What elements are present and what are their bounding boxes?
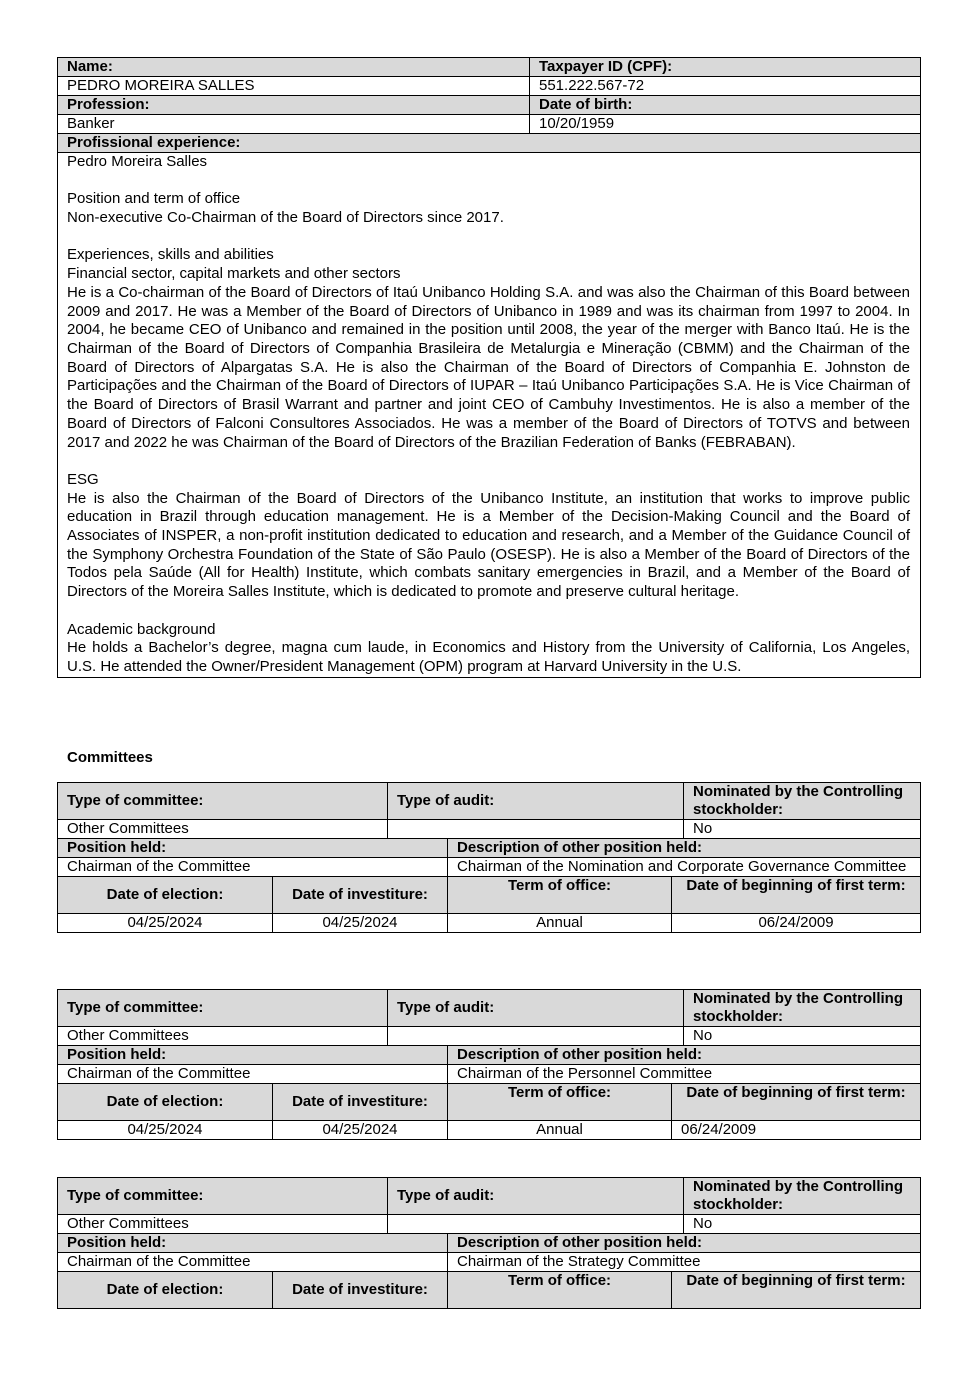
- cpf-label: Taxpayer ID (CPF):: [530, 58, 921, 77]
- term-label: Term of office:: [448, 1272, 672, 1309]
- term-label: Term of office:: [448, 877, 672, 914]
- election-date: 04/25/2024: [58, 1121, 273, 1140]
- cpf-value: 551.222.567-72: [530, 77, 921, 96]
- type-committee-label: Type of committee:: [58, 783, 388, 820]
- type-audit-label: Type of audit:: [388, 783, 684, 820]
- description-value: Chairman of the Personnel Committee: [448, 1065, 921, 1084]
- election-date: 04/25/2024: [58, 914, 273, 933]
- experience-body: [58, 153, 921, 678]
- academic-heading: Academic background: [67, 620, 216, 638]
- dob-label: Date of birth:: [530, 96, 921, 115]
- investiture-date: 04/25/2024: [273, 914, 448, 933]
- position-value: Chairman of the Committee: [58, 1065, 448, 1084]
- term-value: Annual: [448, 1121, 672, 1140]
- committee-table: [57, 1177, 921, 1309]
- esg-heading: ESG: [67, 470, 99, 488]
- academic-text: He holds a Bachelor’s degree, magna cum laude, in Economics and History from the University of California, Los Angeles, U.S. He attended the Owner/President Management (OPM) program at Harvard University in the U.S.: [67, 639, 910, 675]
- profession-value: Banker: [58, 115, 530, 134]
- skills-subheading: Financial sector, capital markets and other sectors: [67, 265, 401, 283]
- type-audit-label: Type of audit:: [388, 990, 684, 1027]
- dob-value: 10/20/1959: [530, 115, 921, 134]
- investiture-label: Date of investiture:: [273, 1272, 448, 1309]
- first-term-label: Date of beginning of first term:: [672, 1084, 921, 1121]
- committee-table: [57, 782, 921, 933]
- name-label: Name:: [58, 58, 530, 77]
- first-term-date: 06/24/2009: [672, 1121, 921, 1140]
- term-value: Annual: [448, 914, 672, 933]
- nominated-value: No: [684, 1027, 921, 1046]
- profile-table: [57, 57, 921, 678]
- description-value: Chairman of the Strategy Committee: [448, 1253, 921, 1272]
- committees-heading: Committees: [67, 749, 153, 766]
- type-committee-label: Type of committee:: [58, 990, 388, 1027]
- first-term-date: 06/24/2009: [672, 914, 921, 933]
- skills-heading: Experiences, skills and abilities: [67, 246, 274, 264]
- election-label: Date of election:: [58, 1272, 273, 1309]
- experience-label: Profissional experience:: [58, 134, 921, 153]
- audit-type: [388, 820, 684, 839]
- first-term-label: Date of beginning of first term:: [672, 1272, 921, 1309]
- description-label: Description of other position held:: [448, 1046, 921, 1065]
- committee-type: Other Committees: [58, 1027, 388, 1046]
- description-label: Description of other position held:: [448, 1234, 921, 1253]
- nominated-label: Nominated by the Controlling stockholder:: [684, 990, 921, 1027]
- skills-text: He is a Co-chairman of the Board of Directors of Itaú Unibanco Holding S.A. and was also the Chairman of this Board between 2009 and 2017. He was a Member of the Board of Directors of Unibanco in 1989 and was its chairman from 1997 to 2004. In 2004, he became CEO of Unibanco and remained in the position until 2008, the year of the merger with Banco Itaú. He is the Chairman of the Board of Directors of Companhia Brasileira de Metalurgia e Mineração (CBMM) and the Chairman of the Board of Directors of Alpargatas S.A. He is also the Chairman of the Board of Directors of Companhia E. Johnston de Participações and the Chairman of the Board of Directors of IUPAR – Itaú Unibanco Participações S.A. He is Vice Chairman of the Board of Directors of Brasil Warrant and partner and joint CEO of Cambuhy Investimentos. He is also a member of the Board of Directors of Falconi Consultores Associados. He was a member of the Board of Directors of TOTVS and between 2017 and 2022 he was Chairman of the Board of Directors of the Brazilian Federation of Banks (FEBRABAN).: [67, 283, 910, 451]
- position-value: Chairman of the Committee: [58, 858, 448, 877]
- investiture-label: Date of investiture:: [273, 1084, 448, 1121]
- profession-label: Profession:: [58, 96, 530, 115]
- name-value: PEDRO MOREIRA SALLES: [58, 77, 530, 96]
- audit-type: [388, 1027, 684, 1046]
- nominated-value: No: [684, 820, 921, 839]
- position-label: Position held:: [58, 1234, 448, 1253]
- position-label: Position held:: [58, 1046, 448, 1065]
- type-audit-label: Type of audit:: [388, 1178, 684, 1215]
- election-label: Date of election:: [58, 877, 273, 914]
- nominated-value: No: [684, 1215, 921, 1234]
- committee-type: Other Committees: [58, 820, 388, 839]
- position-text: Non-executive Co-Chairman of the Board of Directors since 2017.: [67, 209, 504, 227]
- description-label: Description of other position held:: [448, 839, 921, 858]
- type-committee-label: Type of committee:: [58, 1178, 388, 1215]
- audit-type: [388, 1215, 684, 1234]
- first-term-label: Date of beginning of first term:: [672, 877, 921, 914]
- esg-text: He is also the Chairman of the Board of Directors of the Unibanco Institute, an institution that works to improve public education in Brazil through education management. He is a Member of the Decision-Making Council and the Board of Associates of INSPER, a non-profit institution dedicated to education and research, and a Member of the Guidance Council of the Symphony Orchestra Foundation of the State of São Paulo (OSESP). He is also a Member of the Board of Directors of the Todos pela Saúde (All for Health) Institute, which combats sanitary emergencies in Brazil, and a Member of the Board of Directors of the Moreira Salles Institute, which is dedicated to promote and preserve cultural heritage.: [67, 489, 910, 601]
- position-heading: Position and term of office: [67, 190, 241, 208]
- nominated-label: Nominated by the Controlling stockholder:: [684, 1178, 921, 1215]
- committee-table: [57, 989, 921, 1140]
- nominated-label: Nominated by the Controlling stockholder:: [684, 783, 921, 820]
- position-label: Position held:: [58, 839, 448, 858]
- position-value: Chairman of the Committee: [58, 1253, 448, 1272]
- election-label: Date of election:: [58, 1084, 273, 1121]
- committee-type: Other Committees: [58, 1215, 388, 1234]
- investiture-date: 04/25/2024: [273, 1121, 448, 1140]
- term-label: Term of office:: [448, 1084, 672, 1121]
- description-value: Chairman of the Nomination and Corporate Governance Committee: [448, 858, 921, 877]
- investiture-label: Date of investiture:: [273, 877, 448, 914]
- experience-name: Pedro Moreira Salles: [67, 153, 208, 170]
